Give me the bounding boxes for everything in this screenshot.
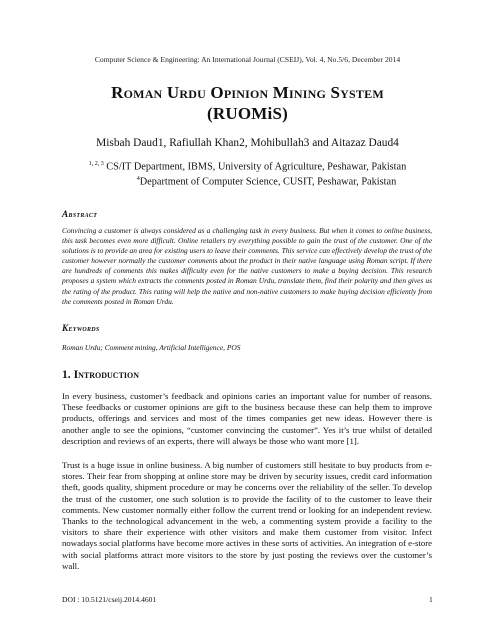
title-line-2: (RUOMiS) (207, 104, 288, 123)
paper-title (0, 82, 495, 124)
affiliation-2-marker: 4 (136, 176, 140, 183)
intro-paragraph-2: Trust is a huge issue in online business. A big number of customers still hesitate to buy products from e-stores. Their fear from shopping at online store may be driven by security issues, credit card information theft, goods quality, shipment procedure or may be concerns over the reliability of the seller. To develop the trust of the customer, one such solution is to provide the facility of to the customer to leave their comments. New customer normally either follow the current trend or looking for an independent review. Thanks to the technological advancement in the web, a commenting system provide a facility to the visitors to share their experience with other visitors and make them customer from visitor. Infect nowadays social platforms have become more actives in these sorts of activities. An integration of e-store with social platforms attract more visitors to the store by just posting the reviews over the customer’s wall. (62, 460, 432, 571)
author-list: Misbah Daud1, Rafiullah Khan2, Mohibullah3 and Aitazaz Daud4 (96, 137, 399, 149)
keywords-heading: Keywords (62, 323, 100, 333)
keywords-text: Roman Urdu; Comment mining, Artificial Intelligence, POS (62, 343, 241, 352)
affiliation-1-marker: 1, 2, 3 (88, 161, 104, 167)
section-1-number: 1. (62, 368, 71, 381)
intro-paragraph-1: In every business, customer’s feedback and opinions caries an important value for number of reasons. These feedbacks or customer opinions are gift to the business because these can help them to improve products, offerings and services and most of the times companies get new ideas. However there is another angle to see the opinions, “customer convincing the customer”. Yes it’s true whilst of detailed description and reviews of an experts, there will always be those who want more [1]. (62, 391, 432, 446)
footer-doi: DOI : 10.5121/cseij.2014.4601 (62, 595, 157, 604)
abstract-heading: Abstract (62, 209, 98, 219)
title-line-1: Roman Urdu Opinion Mining System (111, 83, 384, 102)
affiliation-1 (0, 158, 495, 173)
section-1-title: Introduction (73, 368, 140, 381)
affiliation-2 (0, 173, 495, 188)
affiliation-2-text: Department of Computer Science, CUSIT, Peshawar, Pakistan (139, 176, 397, 188)
affiliation-1-text: CS/IT Department, IBMS, University of Agriculture, Peshawar, Pakistan (106, 161, 407, 173)
affiliations (0, 158, 495, 189)
section-1-heading (62, 368, 139, 381)
abstract-text: Convincing a customer is always considered as a challenging task in every business. But when it comes to online business, this task becomes even more difficult. Online retailers try everything possible to gain the trust of the customer. One of the solutions is to provide an area for existing users to leave their comments. This service can effectively develop the trust of the customer however normally the customer comments about the product in their native language using Roman script. If there are hundreds of comments this makes difficulty even for the native customers to make a buying decision. This research proposes a system which extracts the comments posted in Roman Urdu, translate them, find their polarity and then gives us the rating of the product. This rating will help the native and non-native customers to make buying decision efficiently from the comments posted in Roman Urdu. (62, 226, 433, 306)
journal-header: Computer Science & Engineering: An International Journal (CSEIJ), Vol. 4, No.5/6, December 2014 (94, 55, 401, 64)
page-number: 1 (429, 595, 433, 604)
